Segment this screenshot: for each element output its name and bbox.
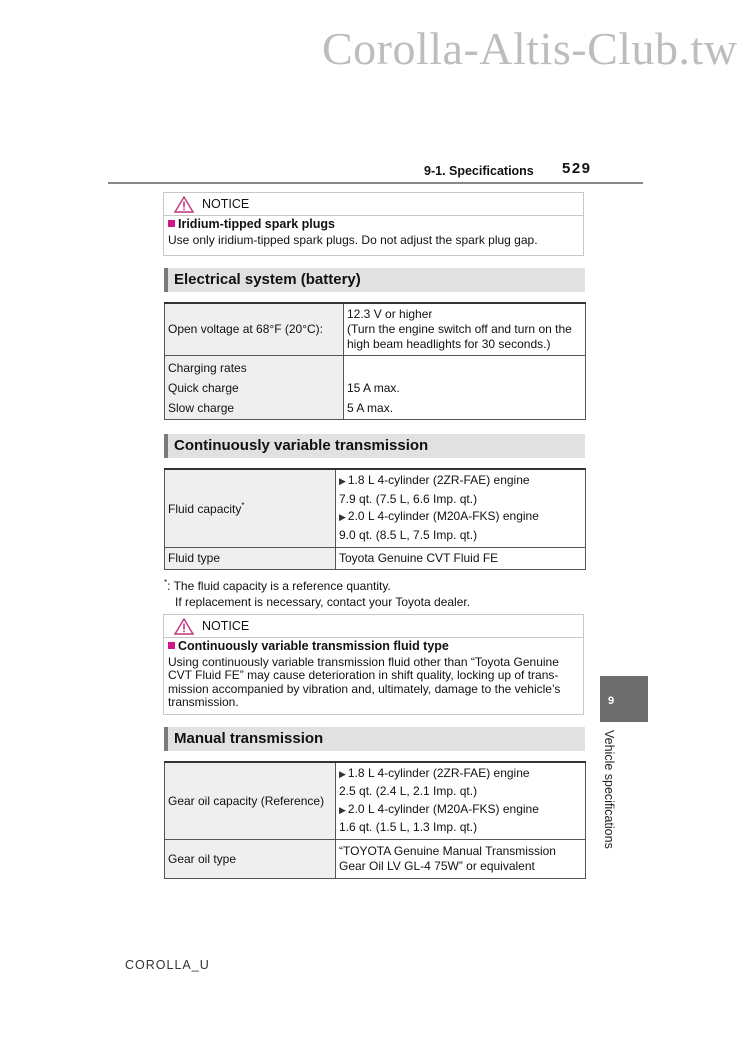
footnote-line-1: : The fluid capacity is a reference quantity. (167, 579, 391, 593)
engine-1-capacity: 7.9 qt. (7.5 L, 6.6 Imp. qt.) (339, 491, 478, 506)
section-title: 9-1. Specifications (424, 164, 534, 178)
notice-cvt-fluid (163, 614, 584, 715)
warning-icon (174, 196, 194, 213)
triangle-bullet-icon: ▶ (339, 804, 346, 815)
fluid-type-value: Toyota Genuine CVT Fluid FE (339, 551, 499, 565)
section-heading-cvt: Continuously variable transmission (164, 434, 585, 458)
footnote-mark: * (164, 578, 168, 587)
warning-icon (174, 618, 194, 635)
fluid-type-label: Fluid type (168, 551, 221, 565)
engine-1-capacity: 2.5 qt. (2.4 L, 2.1 Imp. qt.) (339, 784, 478, 799)
notice-text-line-3: mission accompanied by vibration and, ultimately, damage to the vehicle’s (168, 681, 561, 696)
notice-title: Iridium-tipped spark plugs (178, 217, 335, 231)
manual-table (164, 761, 586, 879)
section-heading-manual: Manual transmission (164, 727, 585, 751)
section-heading-electrical: Electrical system (battery) (164, 268, 585, 292)
bullet-square-icon (168, 220, 175, 227)
triangle-bullet-icon: ▶ (339, 512, 346, 523)
notice-text-line-2: CVT Fluid FE” may cause deterioration in shift quality, locking up of trans- (168, 668, 559, 682)
chapter-tab (600, 676, 648, 722)
notice-text: Use only iridium-tipped spark plugs. Do not adjust the spark plug gap. (168, 232, 538, 247)
chapter-number: 9 (608, 695, 615, 707)
engine-2-capacity: 9.0 qt. (8.5 L, 7.5 Imp. qt.) (339, 527, 478, 542)
quick-charge-value: 15 A max. (347, 380, 400, 395)
notice-text-line-1: Using continuously variable transmission fluid other than “Toyota Genuine (168, 654, 559, 669)
charging-rates-label: Charging rates (168, 360, 247, 375)
gear-oil-type-value-cont: Gear Oil LV GL-4 75W” or equivalent (339, 858, 535, 873)
triangle-bullet-icon: ▶ (339, 768, 346, 779)
notice-spark-plugs (163, 192, 584, 256)
gear-oil-capacity-label: Gear oil capacity (Reference) (168, 793, 325, 808)
open-voltage-note: (Turn the engine switch off and turn on the (347, 321, 572, 336)
gear-oil-type-label: Gear oil type (168, 851, 237, 866)
notice-header (164, 615, 583, 638)
slow-charge-value: 5 A max. (347, 400, 394, 415)
notice-title: Continuously variable transmission fluid type (178, 639, 449, 653)
notice-label: NOTICE (202, 197, 250, 211)
footnote-line-2: If replacement is necessary, contact your Toyota dealer. (175, 594, 471, 609)
cvt-table (164, 468, 586, 570)
bullet-square-icon (168, 642, 175, 649)
table-row (165, 303, 344, 355)
open-voltage-label: Open voltage at 68°F (20°C): (168, 322, 324, 337)
watermark: Corolla-Altis-Club.tw (322, 23, 738, 74)
engine-2-label: 2.0 L 4-cylinder (M20A-FKS) engine (347, 509, 539, 524)
engine-1-label: 1.8 L 4-cylinder (2ZR-FAE) engine (347, 765, 530, 780)
slow-charge-label: Slow charge (168, 400, 235, 415)
fluid-capacity-label: Fluid capacity (168, 501, 242, 516)
header-rule (108, 182, 643, 184)
notice-header (164, 193, 583, 216)
electrical-table (164, 302, 586, 420)
engine-2-capacity: 1.6 qt. (1.5 L, 1.3 Imp. qt.) (339, 820, 478, 835)
notice-label: NOTICE (202, 619, 250, 633)
chapter-label: Vehicle specifications (602, 730, 616, 849)
notice-text-line-4: transmission. (168, 695, 239, 709)
quick-charge-label: Quick charge (168, 380, 239, 395)
triangle-bullet-icon: ▶ (339, 476, 346, 487)
footnote-mark: * (241, 500, 245, 510)
engine-2-label: 2.0 L 4-cylinder (M20A-FKS) engine (347, 801, 539, 816)
gear-oil-type-value: “TOYOTA Genuine Manual Transmission (339, 843, 556, 858)
footnote (164, 575, 470, 610)
open-voltage-value: 12.3 V or higher (347, 306, 433, 321)
page-number: 529 (562, 160, 592, 177)
engine-1-label: 1.8 L 4-cylinder (2ZR-FAE) engine (347, 473, 530, 488)
footer-code: COROLLA_U (125, 958, 210, 972)
open-voltage-note-cont: high beam headlights for 30 seconds.) (347, 336, 551, 351)
